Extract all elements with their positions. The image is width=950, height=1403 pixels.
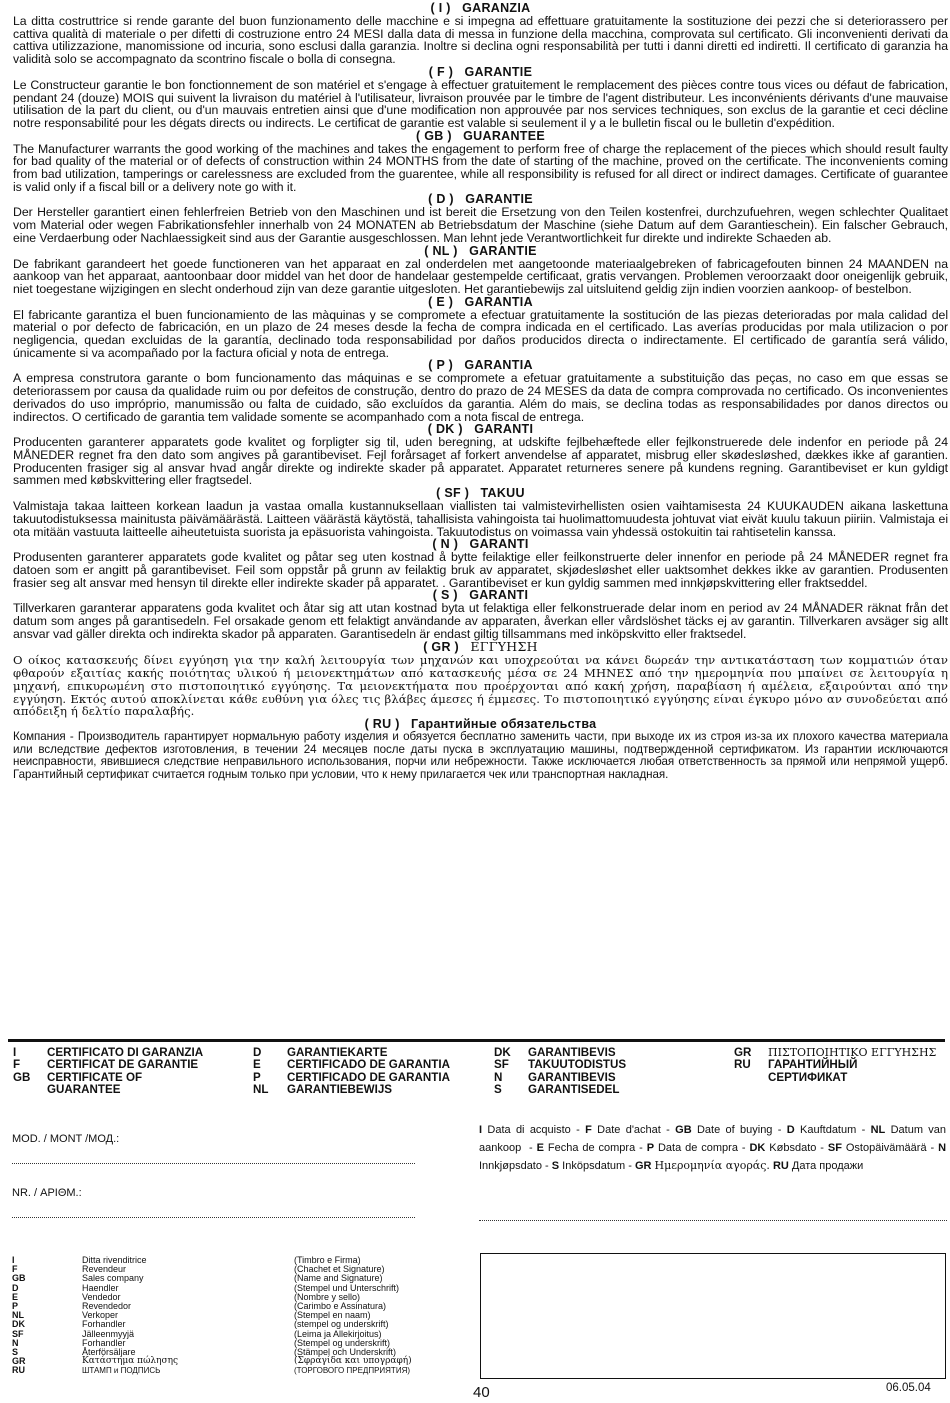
section-fi: [13, 487, 948, 538]
stamp-box[interactable]: [480, 1253, 946, 1379]
cert-row: DK GARANTIBEVIS: [494, 1046, 616, 1059]
section-body: Ο οίκος κατασκευής δίνει εγγύηση για την καλή λειτουργία των μηχανών και υποχρεούται να κάνει δωρεάν την αντικατάσταση των κομματιών όταν φθαρούν εξαιτίας κακής ποιότητας υλικού ή μειονεκτημάτων από κατασκευής μέσα σε 24 ΜΗΝΕΣ από την ημερομηνία που μπαίνει σε λειτουργία η μηχανή, επικυρωμένη στο πιστοποιητικό εγγύησης. Τα μειονεκτήματα που προέρχονται από κακή χρήση, παραβίαση ή αμέλεια, εξαιρούνται από την εγγύηση. Εκτός αυτού αποκλίνεται κάθε ευθύνη για όλες τις βλάβες άμεσες ή έμμεσες. Το πιστοποιητικό εγγύησης είναι έγκυρο μόνο αν συνοδεύεται από απόδειξη ή δελτίο παραλαβής.: [13, 653, 948, 719]
cert-row: GR ΠΙΣΤΟΠΟΙΗΤΙΚΟ ΕΓΓΥΗΣΗΣ: [734, 1046, 937, 1059]
section-body: Valmistaja takaa laitteen korkean laadun ja vastaa omalla kustannuksellaan viallisten tai valmistevirhellisten osien vaihtamisesta 24 KUUKAUDEN aikana laskettuna takuutodistuksessa mainitusta päivämäärästä. Laitteen väärästä käytöstä, tahallisista vahingoista tai huolimattomuudesta johtuvat viat eivät kuulu takuun piiriin. Valmistaja ei ota mitään vastuuta laitteelle aiheutetuista suorista ja epäsuorista vahingoista. Takuutodistus on voimassa vain yhdessä ostokuitin tai rahtisetelin kanssa.: [13, 499, 948, 539]
seller-row: I Ditta rivenditrice (Timbro e Firma): [12, 1255, 361, 1265]
cert-column: [494, 1047, 626, 1096]
seller-row: E Vendedor (Nombre y sello): [12, 1291, 361, 1302]
section-heading: ( GB ) GUARANTEE: [415, 128, 546, 143]
section-nl: [13, 245, 948, 296]
warranty-text: [13, 2, 948, 782]
cert-row: D GARANTIEKARTE: [253, 1046, 388, 1059]
cert-row: E CERTIFICADO DE GARANTIA: [253, 1058, 450, 1072]
section-pt: [13, 359, 948, 423]
section-body: Produsenten garanterer apparatets gode kvalitet og påtar seg uten kostnad å bytte feilaktige eller feilkonstruerte deler innenfor en periode på 24 MÅNEDER regnet fra datoen som er angitt på garantibeviset. Feil som oppstår på grunn av feilaktig bruk av apparatet, skjødesløshet eller uaktsomhet dekkes ikke av garantien. Produsenten frasier seg alt ansvar med hensyn til direkte eller indirekte skader på apparatet. . Garantibeviset er kun gyldig sammen med innkjøpskvittering eller fraktseddel.: [13, 550, 948, 590]
section-body: The Manufacturer warrants the good working of the machines and takes the engagement to perform free of charge the replacement of the pieces which should result faulty for bad quality of the material or of defects of construction within 24 MONTHS from the date of starting of the machine, proved on the certificate. The inconvenients coming from bad utilization, tamperings or carelessness are excluded from the guarentee, while all responsibility is refused for all direct or indirect damages. Certificate of guarantee is valid only if a fiscal bill or a delivery note go with it.: [13, 141, 948, 194]
number-field[interactable]: [12, 1216, 415, 1218]
seller-row: D Haendler (Stempel und Unterschrift): [12, 1282, 400, 1293]
section-ru: [13, 718, 948, 782]
seller-list: [12, 1256, 412, 1376]
section-fr: [13, 66, 948, 130]
section-dk: [13, 423, 948, 487]
seller-row: SF Jälleenmyyjä (Leima ja Allekirjoitus): [12, 1328, 382, 1339]
seller-row: N Forhandler (Stempel og underskrift): [12, 1337, 391, 1348]
model-field[interactable]: [12, 1162, 415, 1164]
section-body: Tillverkaren garanterar apparatens goda kvalitet och åtar sig att utan kostnad byta ut felaktiga eller felkonstruerade delar inom en period av 24 MÅNADER räknat från det datum som anges på garantisedeln. Fel orsakade genom ett felaktigt användande av apparaten, åverkan eller vårdslöshet täcks ej av garantin. Tillverkaren avsäger sig allt ansvar vad gäller direkta och indirekta skador på apparaten. Garantisedeln är endast giltig tillsammans med inköpskvitto eller fraktsedel.: [13, 601, 948, 641]
seller-row: F Revendeur (Chachet et Signature): [12, 1264, 385, 1275]
section-heading: ( D ) GARANTIE: [428, 192, 533, 207]
section-body: De fabrikant garandeert het goede functioneren van het apparaat en zal onderdelen met aangetoonde materiaalgebreken of fabricagefouten binnen 24 MAANDEN na aankoop van het apparaat, aantoonbaar door middel van het door de handelaar gestempelde certificaat, gratis vervangen. Problemen veroorzaakt door oneigenlijk gebruik, niet toegestane wijzigingen en slecht onderhoud zijn van deze garantie uitgesloten. Het garantiebewijs zal uitsluitend geldig zijn indien voorzien aankoop- of bestelbon.: [13, 256, 948, 296]
cert-column: [734, 1047, 936, 1084]
section-heading: ( DK ) GARANTI: [427, 422, 534, 437]
section-body: Producenten garanterer apparatets gode kvalitet og forpligter sig til, uden beregning, at udskifte fejlbehæftede eller fejlkonstruerede dele indenfor en periode på 24 MÅNEDER regnet fra den dato som angives på garantibeviset. Fejl forårsaget af forkert anvendelse af apparatet, misbrug eller skødesløshed, dækkes ikke af garantien. Producenten frasiger sig al ansvar hvad angår direkte og indirekte skader på apparatet. Apparatet returneres senere på kundens regning. Garantibeviset er kun gyldigt sammen med købskvittering eller fragtsedel.: [13, 435, 948, 488]
section-body: La ditta costruttrice si rende garante del buon funzionamento delle macchine e si impegna ad effettuare gratuitamente la sostituzione dei pezzi che si deteriorassero per cattiva qualità di materiale o per difetti di costruzione entro 24 MESI dalla data di messa in funzione della macchina, comprovata sul certificato. Gli inconvenienti derivati da cattiva utilizzazione, manomissione od incuria, sono esclusi dalla garanzia. Inoltre si declina ogni responsabilità per tutti i danni diretti ed indiretti. Il certificato di garanzia ha validità solo se accompagnato da scontrino fiscale o bolla di consegna.: [13, 14, 948, 67]
section-gb: [13, 130, 948, 194]
cert-row: I CERTIFICATO DI GARANZIA: [13, 1046, 204, 1059]
cert-row: N GARANTIBEVIS: [494, 1070, 616, 1084]
cert-row: GUARANTEE: [47, 1082, 121, 1096]
seller-row: GB Sales company (Name and Signature): [12, 1273, 383, 1284]
section-se: [13, 589, 948, 640]
section-heading: ( S ) GARANTI: [432, 588, 529, 603]
seller-row: P Revendedor (Carimbo e Assinatura): [12, 1301, 387, 1312]
cert-column: [253, 1047, 450, 1096]
section-heading: ( NL ) GARANTIE: [424, 243, 537, 258]
section-heading: ( E ) GARANTIA: [428, 294, 533, 309]
cert-row: F CERTIFICAT DE GARANTIE: [13, 1058, 199, 1072]
section-body: Der Hersteller garantiert einen fehlerfreien Betrieb von den Maschinen und ist bereit die Ersetzung von den Teilen kostenfrei, durchzufuehren, wegen schlechter Qualitaet vom Material oder wegen Fabrikationsfehler innerhalb von 24 MONATEN ab Betriebsdatum der Maschine (siehe Datum auf dem Garantieschein). Ein falscher Gebrauch, eine Verdaerbung oder Nachlaessigkeit sind aus der Garantie ausgeschlossen. Man lehnt jede Verantwortlichkeit fur direkte und indirekte Schaeden ab.: [13, 205, 948, 245]
number-label: NR. / ΑΡΙΘΜ.:: [12, 1187, 82, 1199]
section-body: El fabricante garantiza el buen funcionamiento de las màquinas y se compromete a efectuar gratuitamente la sostitución de las piezas deterioradas por mala calidad del material o por defecto de fabricación, en un plazo de 24 meses desde la fecha de compra indicada en el certificado. Las averías producidas por mala utilizacion o por negligencia, quedan excluidas de la garantía, declinado toda responsabilidad por daños producidos directa o indirectamente. El certificado de garantía será válido, únicamente si va acompañado por la factura oficial y nota de entrega.: [13, 307, 948, 360]
seller-row: DK Forhandler (stempel og underskrift): [12, 1319, 389, 1330]
cert-row: S GARANTISEDEL: [494, 1082, 620, 1096]
section-no: [13, 538, 948, 589]
cert-column: [13, 1047, 203, 1096]
cert-row: RU ГАРАНТИЙНЫЙ: [734, 1058, 858, 1072]
purchase-date-label: I Data di acquisto - F Date d'achat - GB Date of buying - D Kauftdatum - NL Datum van aankoop - E Fecha de compra - P Data de compra - DK Købsdato - SF Ostopäivämäärä - N Innkjøpsdato - S Inköpsdatum - GR Ημερομηνία αγοράς. RU Дата продажи: [479, 1124, 947, 1172]
section-body: A empresa construtora garante o bom funcionamento das máquinas e se compromete a efetuar gratuitamente a substituição das peças, no caso em que essas se deteriorassem por causa da qualidade ruim ou por defeitos de construção, dentro do prazo de 24 MESES da data de compra comprovada no certificado. Os inconvenientes derivados do uso impróprio, manumissão ou falta de cuidado, são excluídos da garantia. Além do mais, se declina todas as responsabilidades por danos directos ou indirectos. O certificado de garantia tem validade somente se acompanhado com a nota fiscal de entrega.: [13, 371, 948, 424]
section-de: [13, 193, 948, 244]
divider: [8, 1039, 945, 1042]
seller-row: RU ШТАМП и ПОДПИСЬ (ТОРГОВОГО ПРЕДПРИЯТИЯ): [12, 1365, 411, 1376]
product-fields: [12, 1132, 422, 1218]
section-heading: ( RU ) Гарантийные обязательства: [364, 716, 597, 731]
seller-row: GR Κατάστημα πώλησης (Σφραγίδα και υπογραφή): [12, 1356, 412, 1367]
cert-row: GB CERTIFICATE OF: [13, 1070, 143, 1084]
section-heading: ( GR ) ΕΓΓΥΗΣΗ: [423, 639, 538, 655]
section-body: Компания - Производитель гарантирует нормальную работу изделия и обязуется бесплатно заменить части, при выходе их из строя из-за их плохого качества материала или вследствие дефектов изготовления, в течении 24 месяцев после даты пуска в эксплуатацию машины, подтвержденной сертификатом. Из гарантии исключаются неисправности, явившиеся следствие неправильного использования, порчи или небрежности. Также исключается любая ответственность за прямой или непрямой ущерб. Гарантийный сертификат считается годным только при условии, что к нему прилагается чек или транспортная накладная.: [13, 729, 948, 782]
section-gr: [13, 640, 948, 718]
section-heading: ( N ) GARANTI: [432, 537, 529, 552]
seller-row: S Återförsäljare (Stämpel och Underskrift): [12, 1347, 397, 1358]
section-heading: ( P ) GARANTIA: [428, 358, 533, 373]
section-it: [13, 2, 948, 66]
section-heading: ( SF ) TAKUU: [436, 486, 525, 501]
cert-row: SF TAKUUTODISTUS: [494, 1058, 627, 1072]
cert-row: NL GARANTIEBEWIJS: [253, 1082, 392, 1096]
section-heading: ( F ) GARANTIE: [428, 64, 533, 79]
document-date: 06.05.04: [886, 1382, 931, 1394]
cert-row: СЕРТИФИКАТ: [768, 1070, 848, 1084]
section-heading: ( I ) GARANZIA: [430, 1, 531, 15]
cert-row: P CERTIFICADO DE GARANTIA: [253, 1070, 450, 1084]
seller-row: NL Verkoper (Stempel en naam): [12, 1310, 371, 1321]
purchase-date-field[interactable]: [479, 1219, 947, 1221]
page-number: 40: [473, 1384, 490, 1401]
section-body: Le Constructeur garantie le bon fonctionnement de son matériel et s'engage à effectuer gratuitement le remplacement des pièces contre tous vices ou défaut de fabrication, pendant 24 (douze) MOIS qui suivent la livraison du matériel à l'utilisateur, livraison prouvée par le timbre de l'agent distributeur. Les inconvénients dérivants d'une mauvaise utilisation de la part du client, ou d'un mauvais entretien ainsi que d'une modification non approuvée par nos services techniques, son exclus de la garantie et ceci décline notre responsabilité pour les dégats directs ou indirects. Le certificat de garantie est valable si seulement il y a le bulletin fiscal ou le bulletin d'expédition.: [13, 77, 948, 130]
model-label: MOD. / MONT /МОД.:: [12, 1133, 120, 1145]
section-es: [13, 296, 948, 360]
